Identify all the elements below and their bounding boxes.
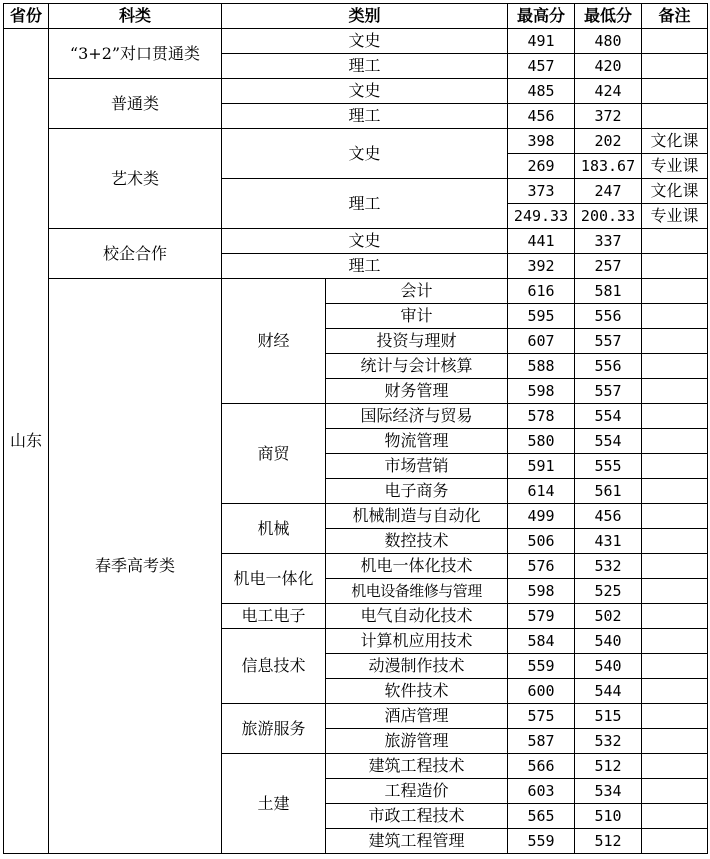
major-cell: 动漫制作技术 (326, 654, 508, 679)
category-cell: 理工 (222, 254, 508, 279)
note-cell (642, 704, 708, 729)
note-cell (642, 54, 708, 79)
subject-cell: 普通类 (49, 79, 222, 129)
note-cell (642, 304, 708, 329)
min-score-cell: 512 (575, 829, 642, 854)
admission-score-table (3, 3, 708, 854)
max-score-cell: 491 (508, 29, 575, 54)
max-score-cell: 566 (508, 754, 575, 779)
major-cell: 市场营销 (326, 454, 508, 479)
max-score-cell: 499 (508, 504, 575, 529)
major-cell: 计算机应用技术 (326, 629, 508, 654)
max-score-cell: 616 (508, 279, 575, 304)
min-score-cell: 480 (575, 29, 642, 54)
note-cell (642, 29, 708, 54)
note-cell (642, 454, 708, 479)
max-score-cell: 559 (508, 829, 575, 854)
max-score-cell: 587 (508, 729, 575, 754)
category-cell: 理工 (222, 104, 508, 129)
subject-cell: 春季高考类 (49, 279, 222, 854)
category-cell: 文史 (222, 129, 508, 179)
table-row (4, 79, 708, 104)
min-score-cell: 510 (575, 804, 642, 829)
max-score-cell: 588 (508, 354, 575, 379)
major-cell: 建筑工程技术 (326, 754, 508, 779)
min-score-cell: 544 (575, 679, 642, 704)
max-score-cell: 506 (508, 529, 575, 554)
major-cell: 工程造价 (326, 779, 508, 804)
header-category: 类别 (222, 4, 508, 29)
sector-cell: 机电一体化 (222, 554, 326, 604)
max-score-cell: 584 (508, 629, 575, 654)
note-cell (642, 104, 708, 129)
max-score-cell: 392 (508, 254, 575, 279)
major-cell: 机电一体化技术 (326, 554, 508, 579)
major-cell: 投资与理财 (326, 329, 508, 354)
note-cell (642, 254, 708, 279)
note-cell (642, 504, 708, 529)
min-score-cell: 532 (575, 554, 642, 579)
max-score-cell: 456 (508, 104, 575, 129)
note-cell: 文化课 (642, 179, 708, 204)
min-score-cell: 431 (575, 529, 642, 554)
header-subject: 科类 (49, 4, 222, 29)
sector-cell: 旅游服务 (222, 704, 326, 754)
header-row (4, 4, 708, 29)
max-score-cell: 565 (508, 804, 575, 829)
sector-cell: 机械 (222, 504, 326, 554)
note-cell (642, 554, 708, 579)
note-cell: 专业课 (642, 154, 708, 179)
min-score-cell: 456 (575, 504, 642, 529)
max-score-cell: 441 (508, 229, 575, 254)
major-cell: 物流管理 (326, 429, 508, 454)
note-cell (642, 429, 708, 454)
major-cell: 建筑工程管理 (326, 829, 508, 854)
subject-cell: “3+2”对口贯通类 (49, 29, 222, 79)
max-score-cell: 575 (508, 704, 575, 729)
max-score-cell: 579 (508, 604, 575, 629)
note-cell (642, 354, 708, 379)
note-cell (642, 754, 708, 779)
major-cell: 酒店管理 (326, 704, 508, 729)
max-score-cell: 607 (508, 329, 575, 354)
min-score-cell: 532 (575, 729, 642, 754)
table-row (4, 229, 708, 254)
major-cell: 机械制造与自动化 (326, 504, 508, 529)
max-score-cell: 457 (508, 54, 575, 79)
max-score-cell: 614 (508, 479, 575, 504)
note-cell (642, 604, 708, 629)
min-score-cell: 337 (575, 229, 642, 254)
max-score-cell: 249.33 (508, 204, 575, 229)
max-score-cell: 600 (508, 679, 575, 704)
max-score-cell: 595 (508, 304, 575, 329)
min-score-cell: 556 (575, 354, 642, 379)
max-score-cell: 398 (508, 129, 575, 154)
category-cell: 文史 (222, 79, 508, 104)
min-score-cell: 554 (575, 429, 642, 454)
max-score-cell: 485 (508, 79, 575, 104)
province-cell: 山东 (4, 29, 49, 854)
min-score-cell: 502 (575, 604, 642, 629)
note-cell: 文化课 (642, 129, 708, 154)
max-score-cell: 559 (508, 654, 575, 679)
note-cell (642, 829, 708, 854)
major-cell: 会计 (326, 279, 508, 304)
min-score-cell: 257 (575, 254, 642, 279)
major-cell: 电子商务 (326, 479, 508, 504)
note-cell (642, 779, 708, 804)
category-cell: 理工 (222, 54, 508, 79)
note-cell (642, 729, 708, 754)
header-max-score: 最高分 (508, 4, 575, 29)
subject-cell: 校企合作 (49, 229, 222, 279)
header-province: 省份 (4, 4, 49, 29)
min-score-cell: 534 (575, 779, 642, 804)
category-cell: 理工 (222, 179, 508, 229)
major-cell: 电气自动化技术 (326, 604, 508, 629)
note-cell (642, 79, 708, 104)
max-score-cell: 373 (508, 179, 575, 204)
max-score-cell: 580 (508, 429, 575, 454)
min-score-cell: 557 (575, 329, 642, 354)
table-row (4, 29, 708, 54)
min-score-cell: 420 (575, 54, 642, 79)
min-score-cell: 555 (575, 454, 642, 479)
note-cell (642, 654, 708, 679)
min-score-cell: 525 (575, 579, 642, 604)
table-row (4, 279, 708, 304)
category-cell: 文史 (222, 229, 508, 254)
min-score-cell: 515 (575, 704, 642, 729)
sector-cell: 信息技术 (222, 629, 326, 704)
sector-cell: 商贸 (222, 404, 326, 504)
note-cell: 专业课 (642, 204, 708, 229)
min-score-cell: 540 (575, 629, 642, 654)
note-cell (642, 229, 708, 254)
header-min-score: 最低分 (575, 4, 642, 29)
note-cell (642, 404, 708, 429)
min-score-cell: 581 (575, 279, 642, 304)
subject-cell: 艺术类 (49, 129, 222, 229)
major-cell: 市政工程技术 (326, 804, 508, 829)
major-cell: 审计 (326, 304, 508, 329)
note-cell (642, 379, 708, 404)
header-note: 备注 (642, 4, 708, 29)
sector-cell: 土建 (222, 754, 326, 854)
note-cell (642, 629, 708, 654)
major-cell: 旅游管理 (326, 729, 508, 754)
min-score-cell: 554 (575, 404, 642, 429)
min-score-cell: 556 (575, 304, 642, 329)
min-score-cell: 372 (575, 104, 642, 129)
max-score-cell: 598 (508, 379, 575, 404)
major-cell: 软件技术 (326, 679, 508, 704)
note-cell (642, 804, 708, 829)
major-cell: 机电设备维修与管理 (326, 579, 508, 604)
min-score-cell: 561 (575, 479, 642, 504)
min-score-cell: 183.67 (575, 154, 642, 179)
max-score-cell: 269 (508, 154, 575, 179)
category-cell: 文史 (222, 29, 508, 54)
min-score-cell: 202 (575, 129, 642, 154)
note-cell (642, 579, 708, 604)
major-cell: 数控技术 (326, 529, 508, 554)
max-score-cell: 598 (508, 579, 575, 604)
major-cell: 国际经济与贸易 (326, 404, 508, 429)
note-cell (642, 529, 708, 554)
min-score-cell: 200.33 (575, 204, 642, 229)
note-cell (642, 679, 708, 704)
note-cell (642, 479, 708, 504)
max-score-cell: 603 (508, 779, 575, 804)
min-score-cell: 424 (575, 79, 642, 104)
table-row (4, 129, 708, 154)
max-score-cell: 591 (508, 454, 575, 479)
sector-cell: 电工电子 (222, 604, 326, 629)
min-score-cell: 540 (575, 654, 642, 679)
max-score-cell: 576 (508, 554, 575, 579)
max-score-cell: 578 (508, 404, 575, 429)
min-score-cell: 247 (575, 179, 642, 204)
major-cell: 统计与会计核算 (326, 354, 508, 379)
major-cell: 财务管理 (326, 379, 508, 404)
min-score-cell: 557 (575, 379, 642, 404)
note-cell (642, 279, 708, 304)
sector-cell: 财经 (222, 279, 326, 404)
min-score-cell: 512 (575, 754, 642, 779)
note-cell (642, 329, 708, 354)
